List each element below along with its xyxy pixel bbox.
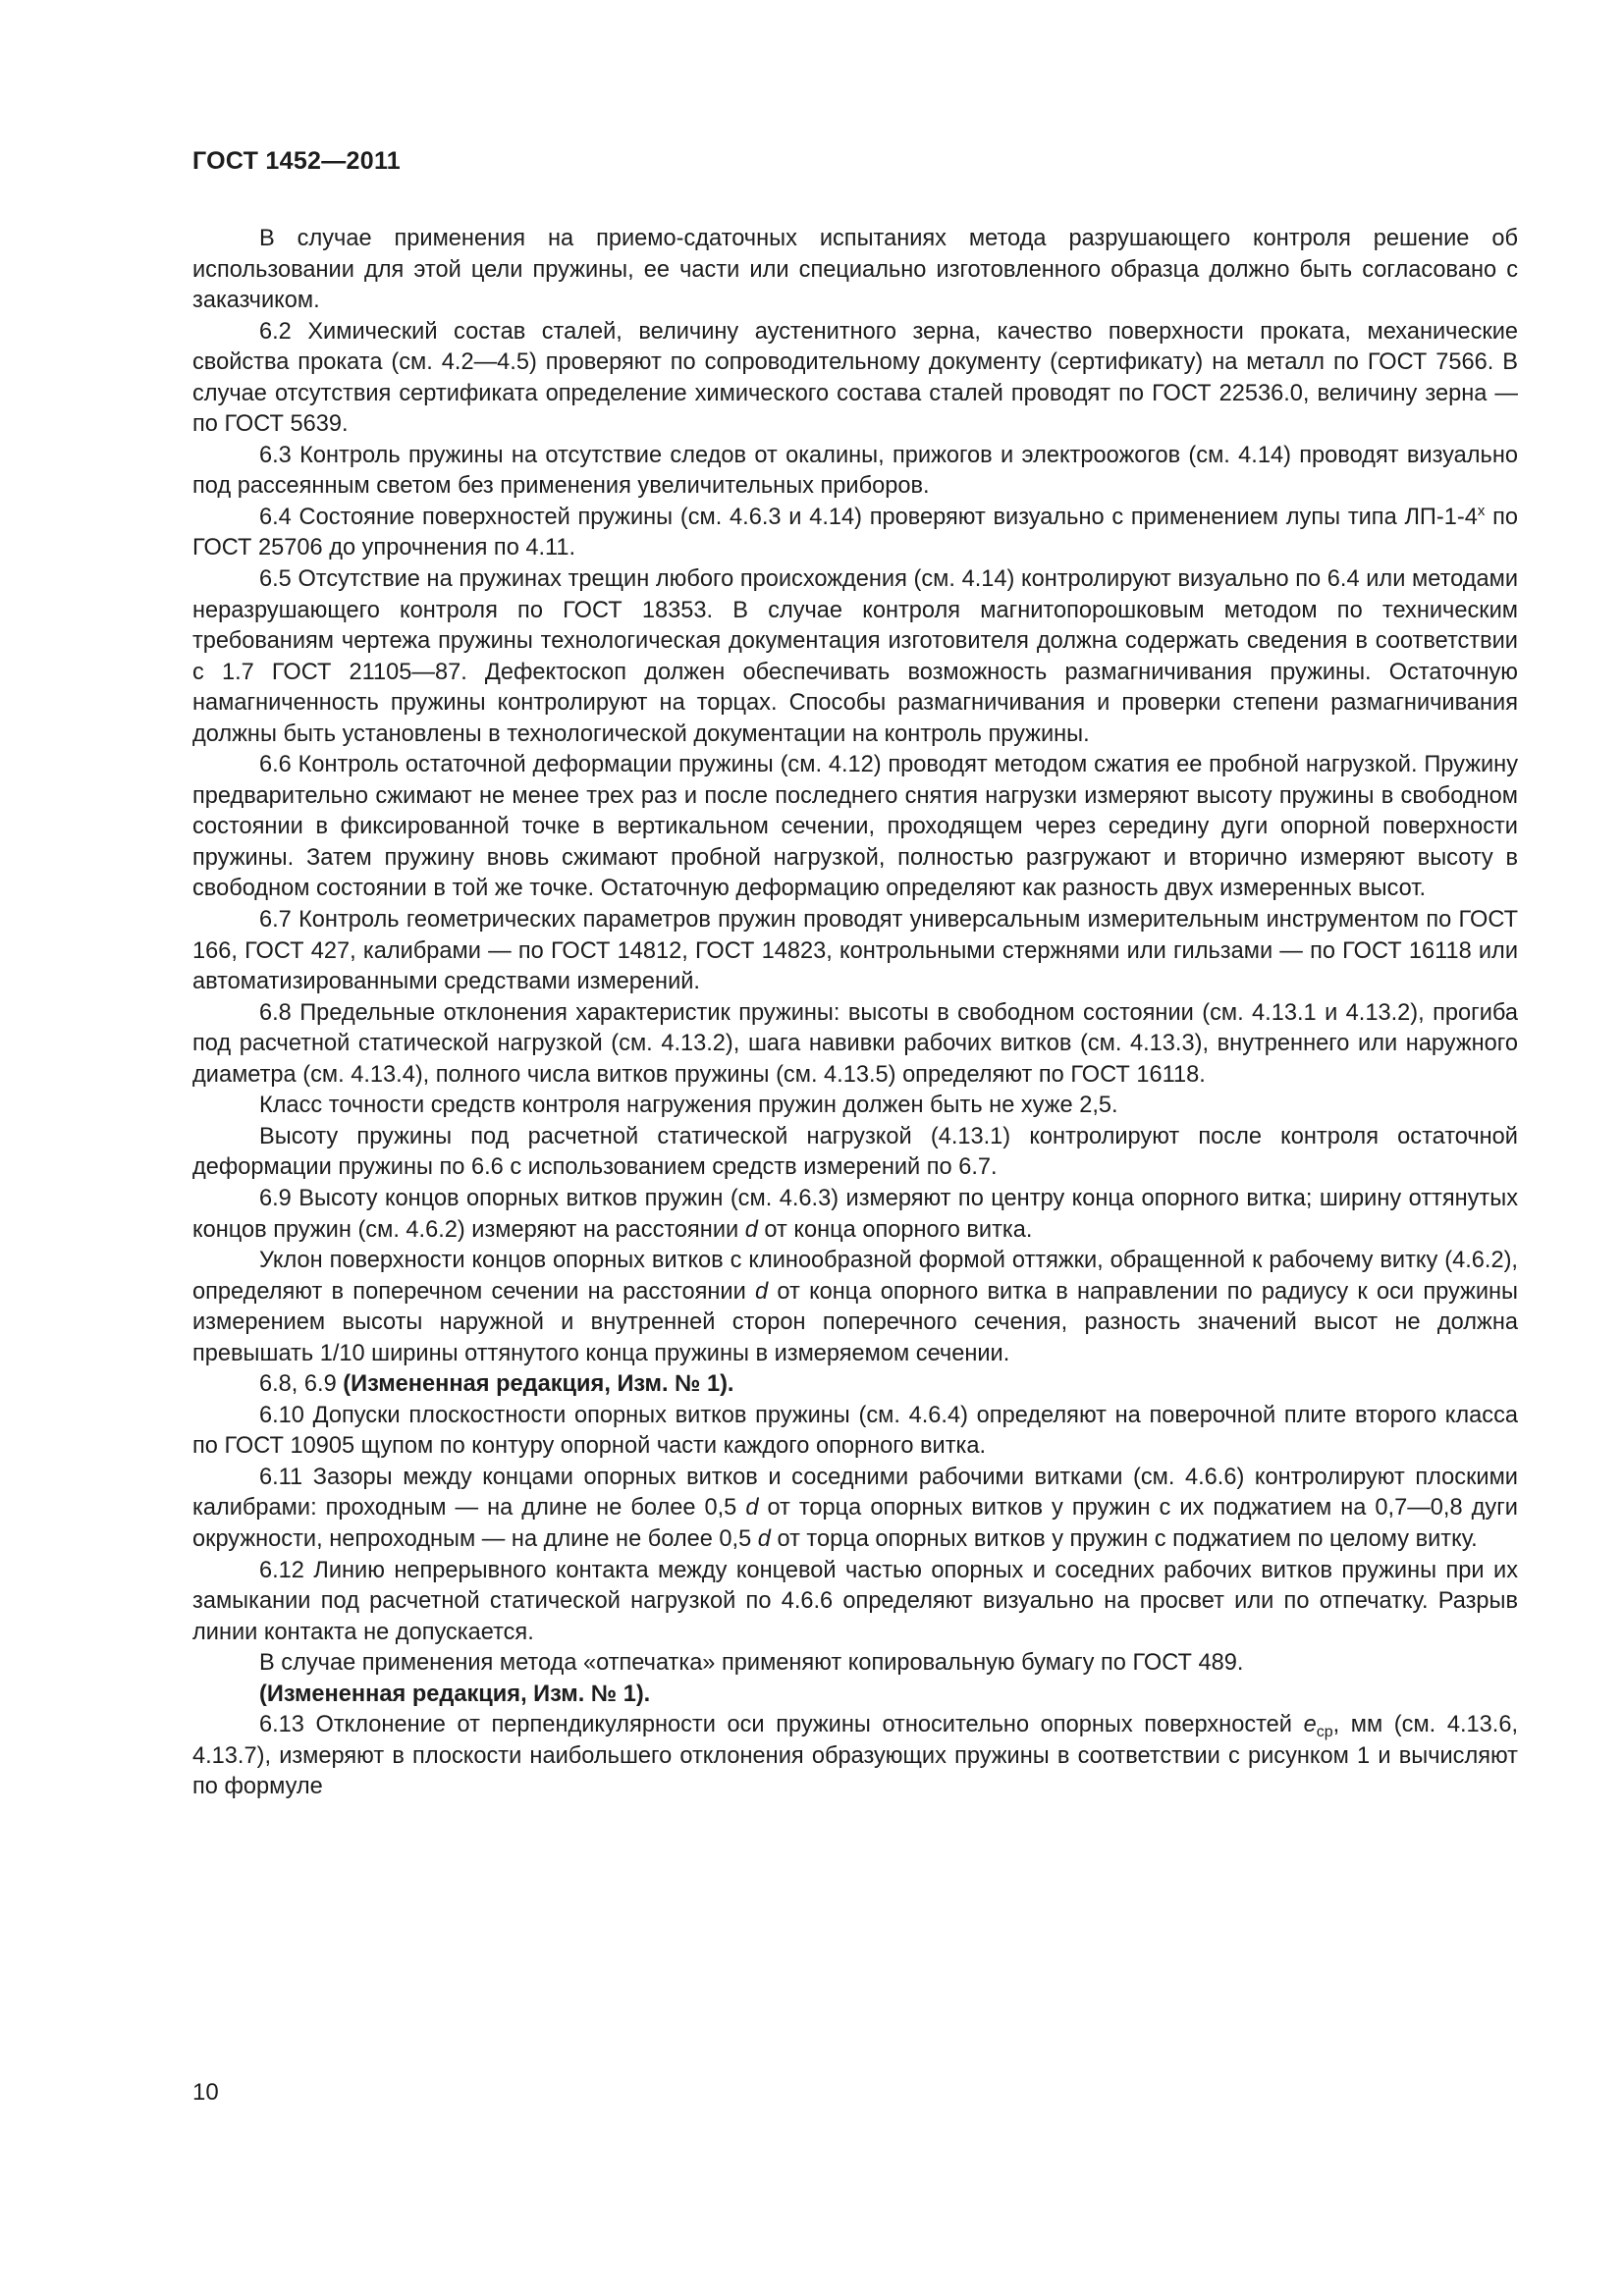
text-run: 6.12 Линию непрерывного контакта между концевой частью опорных и соседних рабочих витков пружины при их замыкании под расчетной статической нагрузкой по 4.6.6 определяют визуально на просвет или по отпечатку. Разрыв линии контакта не допускается. bbox=[192, 1557, 1518, 1645]
text-run-i: d bbox=[757, 1525, 771, 1552]
text-run: 6.2 Химический состав сталей, величину аустенитного зерна, качество поверхности проката, механические свойства проката (см. 4.2—4.5) проверяют по сопроводительному документу (сертификату) на металл по ГОСТ 7566. В случае отсутствия сертификата определение химического состава сталей проводят по ГОСТ 22536.0, величину зерна — по ГОСТ 5639. bbox=[192, 318, 1518, 438]
text-run: 6.5 Отсутствие на пружинах трещин любого происхождения (см. 4.14) контролируют визуально по 6.4 или методами неразрушающего контроля по ГОСТ 18353. В случае контроля магнитопорошковым методом по техническим требованиям чертежа пружины технологическая документация изготовителя должна содержать сведения в соответствии с 1.7 ГОСТ 21105—87. Дефектоскоп должен обеспечивать возможность размагничивания пружины. Остаточную намагниченность пружины контролируют на торцах. Способы размагничивания и проверки степени размагничивания должны быть установлены в технологической документации на контроль пружины. bbox=[192, 566, 1518, 747]
document-header: ГОСТ 1452—2011 bbox=[192, 147, 401, 175]
paragraph bbox=[192, 503, 1518, 564]
text-run: от торца опорных витков у пружин с поджатием по целому витку. bbox=[770, 1525, 1478, 1552]
paragraph bbox=[192, 441, 1518, 503]
text-run: 6.11 Зазоры между концами опорных витков и соседними рабочими витками (см. 4.6.6) контролируют плоскими калибрами: проходным — на длине не более 0,5 bbox=[192, 1464, 1518, 1522]
text-run-sub: ср bbox=[1316, 1724, 1333, 1741]
text-run: по ГОСТ 25706 до упрочнения по 4.11. bbox=[192, 504, 1519, 561]
text-run-i: e bbox=[1303, 1712, 1317, 1738]
paragraph bbox=[192, 224, 1518, 317]
paragraph bbox=[192, 1463, 1518, 1556]
text-run: Класс точности средств контроля нагружения пружин должен быть не хуже 2,5. bbox=[259, 1093, 1118, 1119]
paragraph bbox=[192, 1680, 1518, 1711]
paragraph bbox=[192, 998, 1518, 1092]
paragraph bbox=[192, 750, 1518, 905]
text-run: 6.10 Допуски плоскостности опорных витков пружины (см. 4.6.4) определяют на поверочной плите второго класса по ГОСТ 10905 щупом по контуру опорной части каждого опорного витка. bbox=[192, 1402, 1518, 1460]
text-run: от конца опорного витка в направлении по радиусу к оси пружины измерением высоты наружной и внутренней сторон поперечного сечения, разность значений высот не должна превышать 1/10 ширины оттянутого конца пружины в измеряемом сечении. bbox=[192, 1278, 1518, 1366]
text-run-b: (Измененная редакция, Изм. № 1). bbox=[343, 1371, 734, 1398]
text-run: от торца опорных витков у пружин с их поджатием на 0,7—0,8 дуги окружности, непроходным — на длине не более 0,5 bbox=[192, 1495, 1518, 1552]
text-run: от конца опорного витка. bbox=[757, 1216, 1033, 1243]
text-run: 6.13 Отклонение от перпендикулярности оси пружины относительно опорных поверхностей bbox=[259, 1712, 1304, 1738]
text-run: В случае применения метода «отпечатка» применяют копировальную бумагу по ГОСТ 489. bbox=[259, 1650, 1244, 1677]
text-run-b: (Измененная редакция, Изм. № 1). bbox=[259, 1681, 651, 1707]
paragraph bbox=[192, 1401, 1518, 1463]
paragraph bbox=[192, 1122, 1518, 1184]
paragraph bbox=[192, 1091, 1518, 1122]
text-run: Высоту пружины под расчетной статической нагрузкой (4.13.1) контролируют после контроля остаточной деформации пружины по 6.6 с использованием средств измерений по 6.7. bbox=[192, 1123, 1518, 1181]
text-run: , мм (см. 4.13.6, 4.13.7), измеряют в плоскости наибольшего отклонения образующих пружины в соответствии с рисунком 1 и вычисляют по формуле bbox=[192, 1712, 1518, 1800]
text-run: 6.8, 6.9 bbox=[259, 1371, 344, 1398]
text-run-i: d bbox=[744, 1216, 758, 1243]
paragraph bbox=[192, 317, 1518, 441]
text-run-sup: х bbox=[1477, 502, 1486, 519]
paragraph bbox=[192, 1710, 1518, 1803]
text-run-i: d bbox=[755, 1278, 769, 1305]
text-run: 6.6 Контроль остаточной деформации пружины (см. 4.12) проводят методом сжатия ее пробной нагрузкой. Пружину предварительно сжимают не менее трех раз и после последнего снятия нагрузки измеряют высоту пружины в свободном состоянии в фиксированной точке в вертикальном сечении, проходящем через середину дуги опорной поверхности пружины. Затем пружину вновь сжимают пробной нагрузкой, полностью разгружают и вторично измеряют высоту в свободном состоянии в той же точке. Остаточную деформацию определяют как разность двух измеренных высот. bbox=[192, 752, 1518, 902]
paragraph bbox=[192, 1369, 1518, 1401]
text-run: 6.8 Предельные отклонения характеристик пружины: высоты в свободном состоянии (см. 4.13.1 и 4.13.2), прогиба под расчетной статической нагрузкой (см. 4.13.2), шага навивки рабочих витков (см. 4.13.3), внутреннего или наружного диаметра (см. 4.13.4), полного числа витков пружины (см. 4.13.5) определяют по ГОСТ 16118. bbox=[192, 999, 1518, 1088]
paragraph bbox=[192, 1648, 1518, 1680]
paragraph bbox=[192, 1246, 1518, 1369]
paragraph bbox=[192, 1556, 1518, 1649]
text-run: 6.9 Высоту концов опорных витков пружин (см. 4.6.3) измеряют по центру конца опорного витка; ширину оттянутых концов пружин (см. 4.6.2) измеряют на расстоянии bbox=[192, 1185, 1518, 1243]
text-run: Уклон поверхности концов опорных витков с клинообразной формой оттяжки, обращенной к рабочему витку (4.6.2), определяют в поперечном сечении на расстоянии bbox=[192, 1248, 1518, 1305]
paragraph bbox=[192, 564, 1518, 750]
text-run: 6.7 Контроль геометрических параметров пружин проводят универсальным измерительным инструментом по ГОСТ 166, ГОСТ 427, калибрами — по ГОСТ 14812, ГОСТ 14823, контрольными стержнями или гильзами — по ГОСТ 16118 или автоматизированными средствами измерений. bbox=[192, 907, 1518, 995]
paragraph bbox=[192, 905, 1518, 998]
text-run-i: d bbox=[745, 1495, 759, 1522]
text-run: В случае применения на приемо-сдаточных испытаниях метода разрушающего контроля решение об использовании для этой цели пружины, ее части или специально изготовленного образца должно быть согласовано с заказчиком. bbox=[192, 226, 1518, 314]
document-body bbox=[192, 224, 1518, 1803]
paragraph bbox=[192, 1184, 1518, 1246]
text-run: 6.4 Состояние поверхностей пружины (см. 4.6.3 и 4.14) проверяют визуально с применением лупы типа ЛП-1-4 bbox=[259, 504, 1478, 530]
text-run: 6.3 Контроль пружины на отсутствие следов от окалины, прижогов и электроожогов (см. 4.14) проводят визуально под рассеянным светом без применения увеличительных приборов. bbox=[192, 442, 1518, 500]
page-number: 10 bbox=[192, 2079, 219, 2106]
